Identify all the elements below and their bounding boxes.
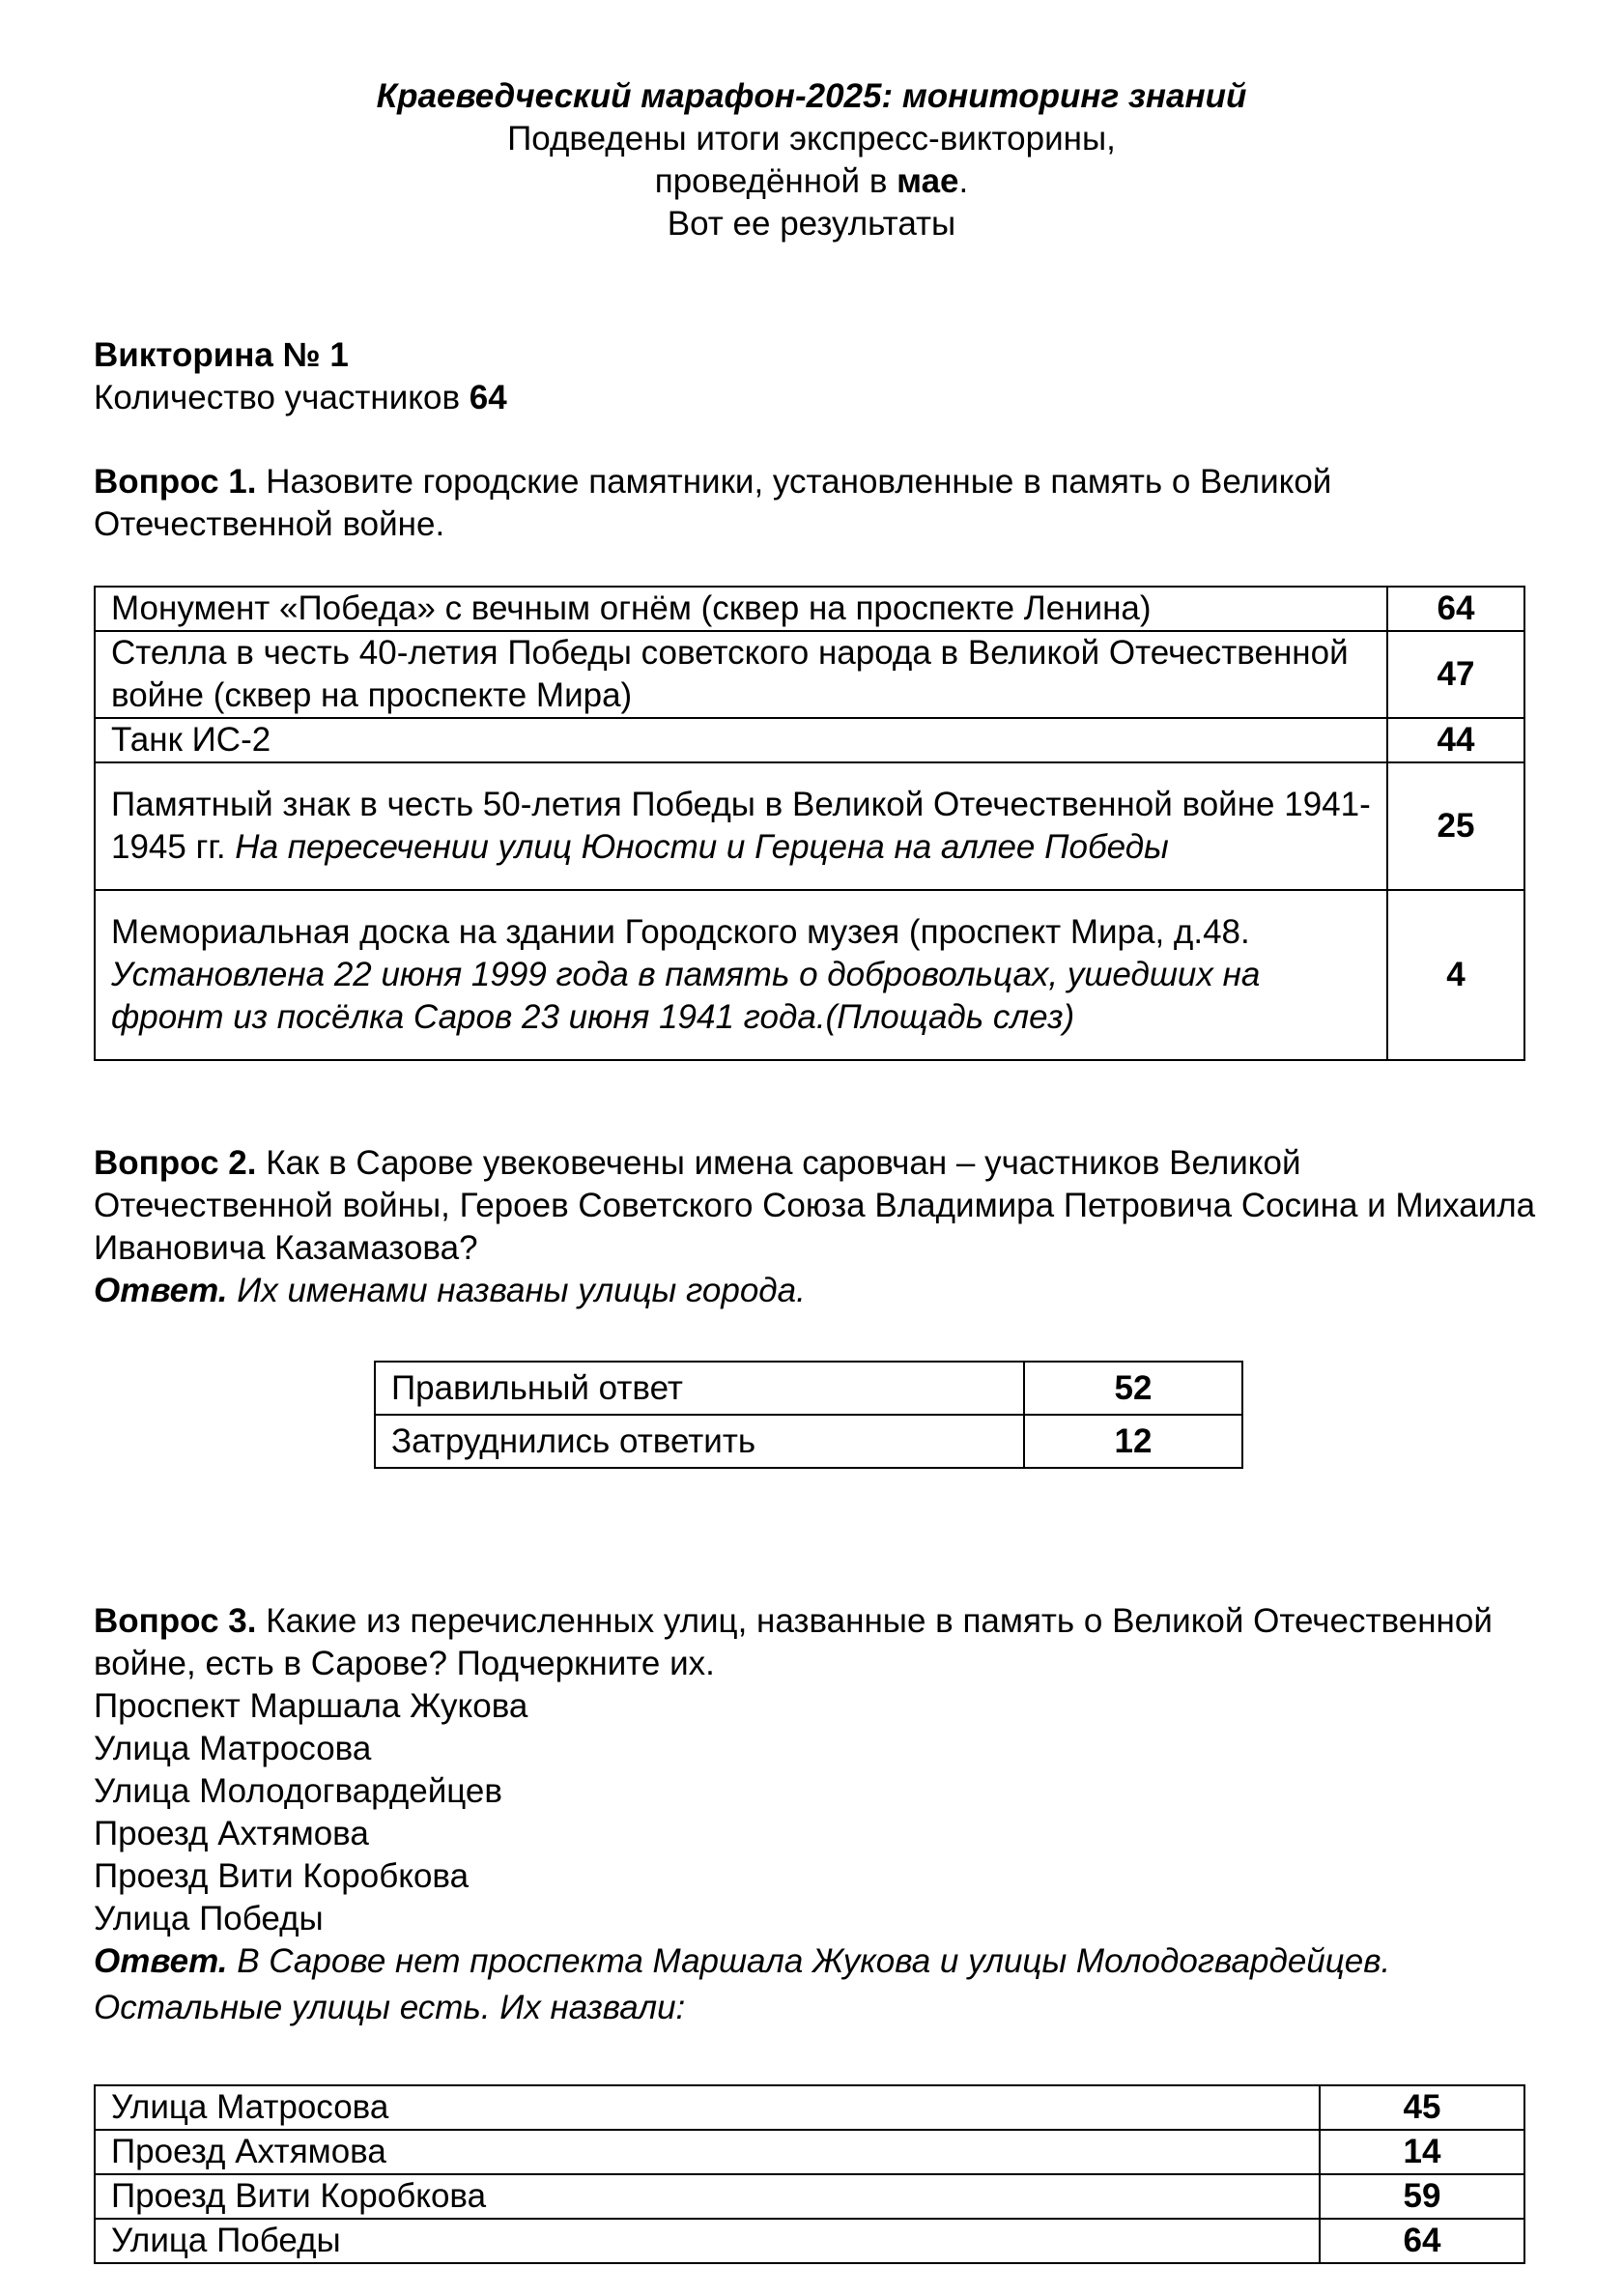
table-row: Улица Матросова 45 <box>95 2085 1524 2130</box>
participants-count: Количество участников 64 <box>94 379 507 416</box>
question-2-answer: Ответ. Их именами названы улицы города. <box>94 1272 806 1309</box>
table-row: Проезд Ахтямова 14 <box>95 2130 1524 2174</box>
table-row: Затруднились ответить 12 <box>375 1415 1242 1468</box>
table-row: Танк ИС-2 44 <box>95 718 1524 762</box>
question-2-text: Вопрос 2. Как в Сарове увековечены имена саровчан – участников Великой Отечественной войны, Героев Советского Союза Владимира Петровича Сосина и Михаила Ивановича Казамазова? <box>94 1144 1536 1267</box>
quiz-info <box>94 334 1543 419</box>
question-2 <box>94 1142 1543 1312</box>
question-3-answer: Ответ. В Сарове нет проспекта Маршала Жукова и улицы Молодогвардейцев. <box>94 1942 1391 1980</box>
table-row: Мемориальная доска на здании Городского музея (проспект Мира, д.48. Установлена 22 июня 1999 года в память о добровольцах, ушедших на фронт из посёлка Саров 23 июня 1941 года.(Площадь слез) 4 <box>95 890 1524 1060</box>
table-row: Проезд Вити Коробкова 59 <box>95 2174 1524 2219</box>
table-row: Правильный ответ 52 <box>375 1362 1242 1415</box>
header-line-3: проведённой в мае. <box>654 162 969 200</box>
question-2-table <box>374 1361 1243 1469</box>
question-1 <box>94 461 1543 546</box>
street-option: Улица Молодогвардейцев <box>94 1772 502 1810</box>
street-option: Проезд Вити Коробкова <box>94 1857 470 1895</box>
street-option: Проезд Ахтямова <box>94 1815 369 1852</box>
header-line-4: Вот ее результаты <box>667 205 956 243</box>
question-3-text: Вопрос 3. Какие из перечисленных улиц, названные в память о Великой Отечественной войне, есть в Сарове? Подчеркните их. <box>94 1602 1493 1682</box>
table-row: Стелла в честь 40-летия Победы советского народа в Великой Отечественной войне (сквер на проспекте Мира) 47 <box>95 631 1524 718</box>
table-row: Монумент «Победа» с вечным огнём (сквер на проспекте Ленина) 64 <box>95 587 1524 631</box>
question-1-table <box>94 586 1525 1061</box>
question-3-table <box>94 2084 1525 2264</box>
document-header <box>0 75 1623 245</box>
street-option: Улица Матросова <box>94 1730 372 1767</box>
document-title: Краеведческий марафон-2025: мониторинг знаний <box>376 77 1247 115</box>
question-3-answer-cont: Остальные улицы есть. Их назвали: <box>94 1989 686 2026</box>
quiz-title: Викторина № 1 <box>94 336 349 374</box>
street-option: Улица Победы <box>94 1900 324 1937</box>
table-row: Памятный знак в честь 50-летия Победы в Великой Отечественной войне 1941-1945 гг. На пересечении улиц Юности и Герцена на аллее Победы 25 <box>95 762 1524 890</box>
table-row: Улица Победы 64 <box>95 2219 1524 2263</box>
street-option: Проспект Маршала Жукова <box>94 1687 528 1725</box>
question-3 <box>94 1600 1543 2029</box>
header-line-2: Подведены итоги экспресс-викторины, <box>507 120 1116 158</box>
question-1-text: Вопрос 1. Назовите городские памятники, установленные в память о Великой Отечественной войне. <box>94 463 1332 543</box>
